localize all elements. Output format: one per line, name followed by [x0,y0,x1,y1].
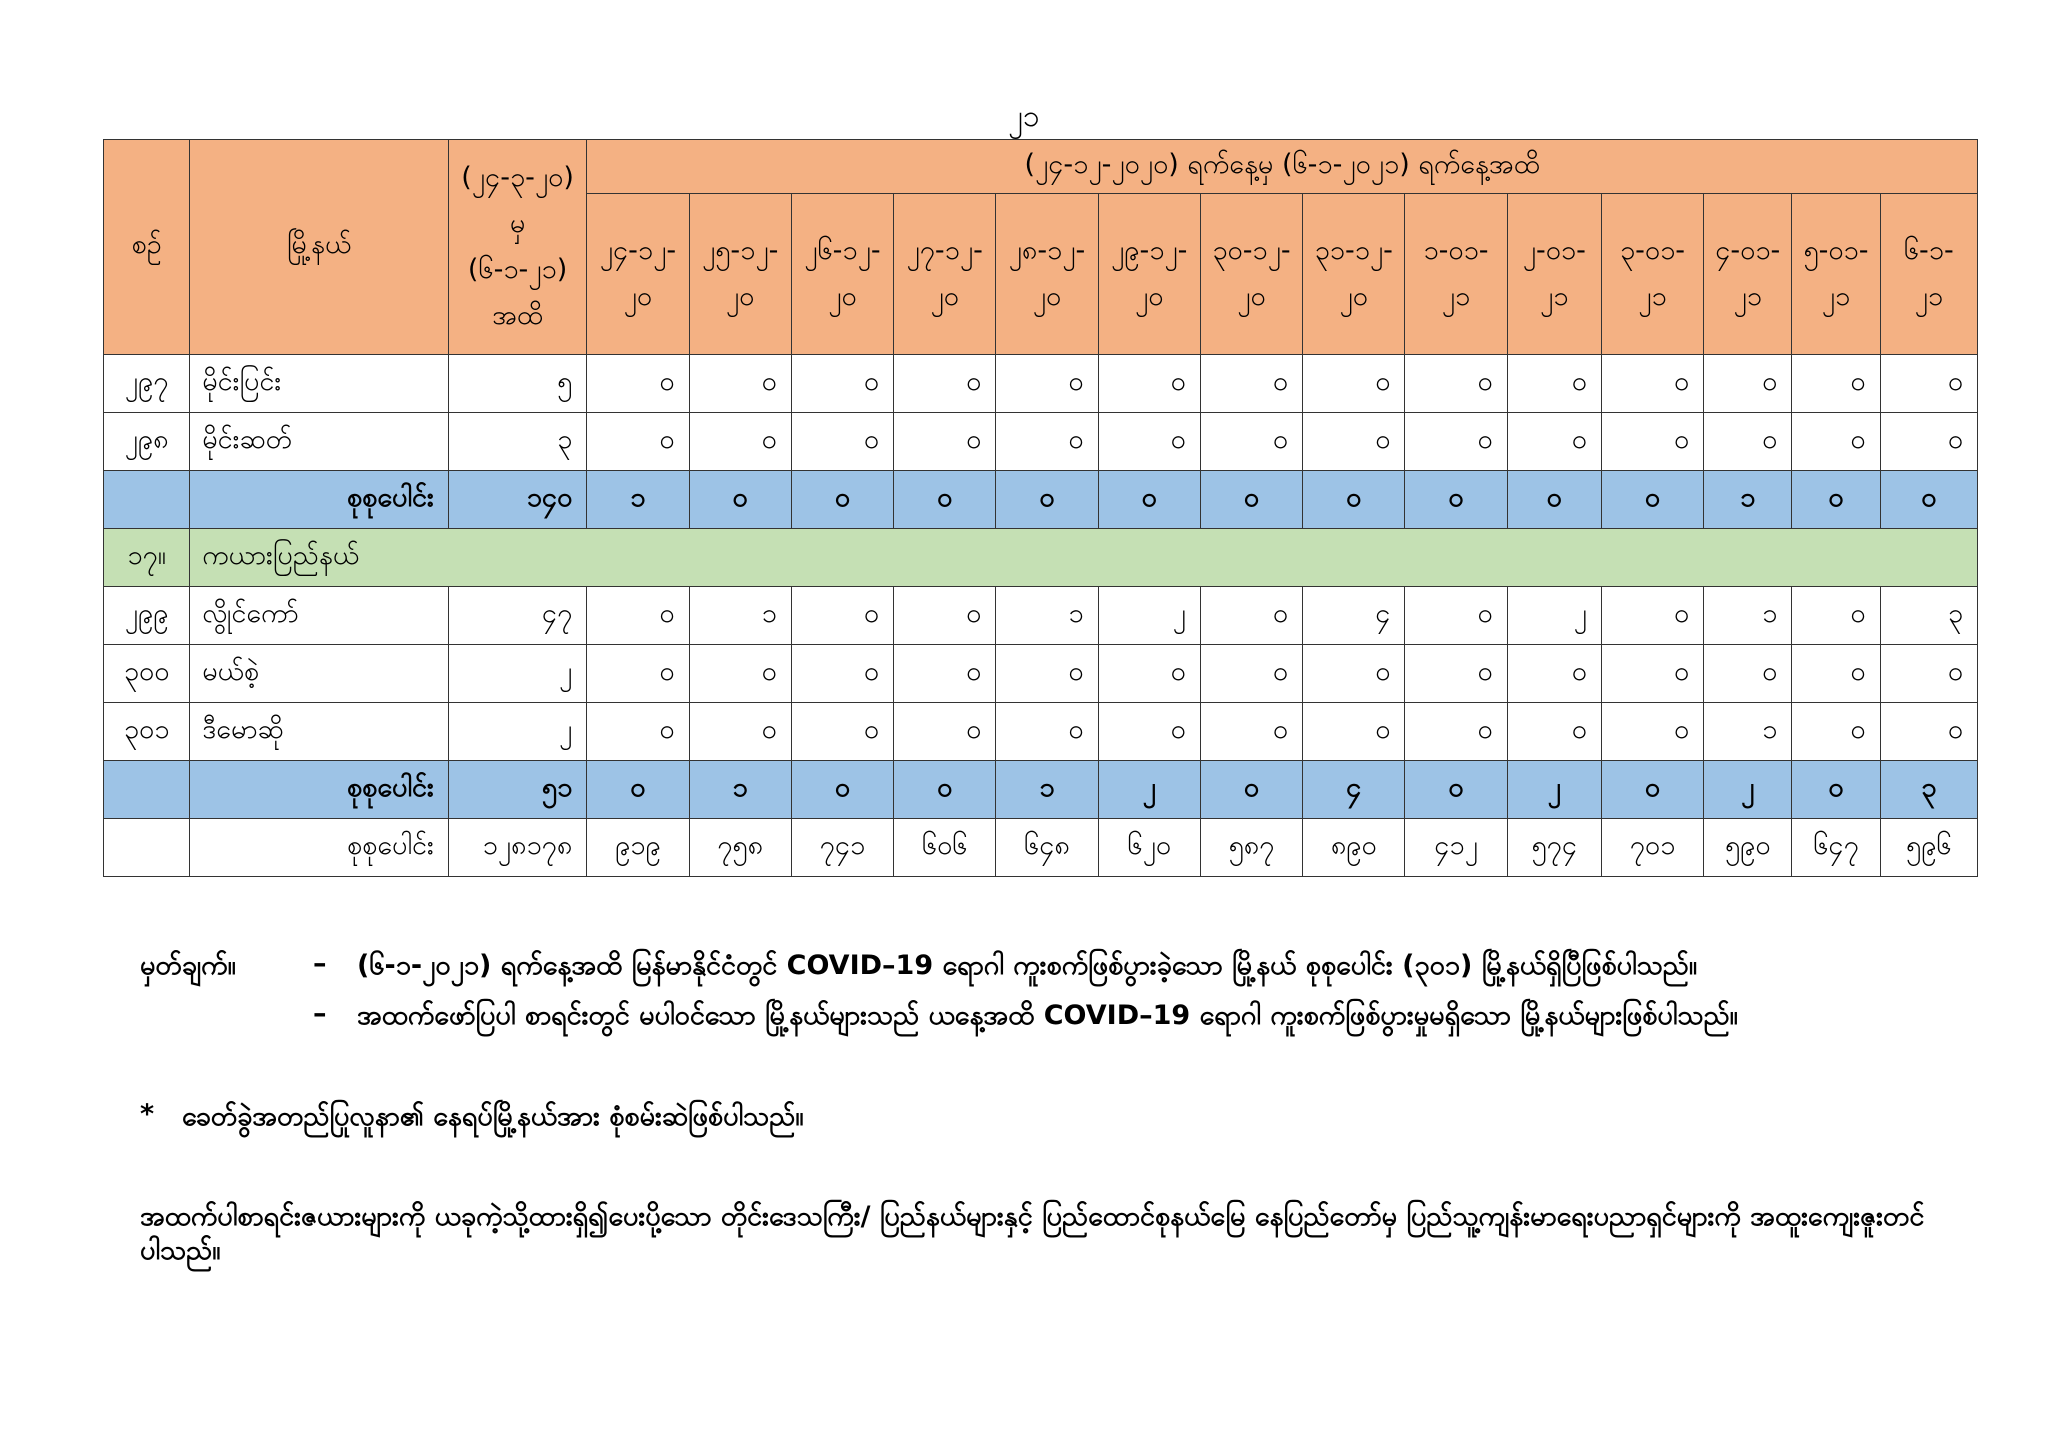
daily-count: ၃ [1880,761,1977,819]
daily-count: ၆၄၇ [1792,819,1880,877]
cumulative-total: ၄၇ [448,587,586,645]
acknowledgement: အထက်ပါစာရင်းဇယားများကို ယခုကဲ့သို့ထားရှိ၍ပေးပို့သော တိုင်းဒေသကြီး/ ပြည်နယ်များနှင့် ပြည်ထောင်စုနယ်မြေ နေပြည်တော်မှ ပြည်သူ့ကျန်းမာရေးပညာရှင်များကို အထူးကျေးဇူးတင်ပါသည်။ [140,1201,1925,1266]
township-name: မိုင်းပြင်း [190,355,449,413]
covid-township-table [103,139,1978,877]
daily-count: ၀ [689,355,791,413]
header-serial: စဉ် [104,140,190,355]
table-row [104,703,1978,761]
daily-count: ၀ [587,645,689,703]
header-date: ၂-၀၁- ၂၁ [1507,194,1601,355]
cumulative-total: ၂ [448,703,586,761]
daily-count: ၀ [1601,761,1703,819]
daily-count: ၀ [894,587,996,645]
daily-count: ၀ [1507,355,1601,413]
daily-count: ၀ [791,645,893,703]
total-label: စုစုပေါင်း [190,471,449,529]
header-date: ၃၀-၁၂- ၂၀ [1200,194,1302,355]
section-name: ကယားပြည်နယ် [190,529,1978,587]
daily-count: ၀ [791,355,893,413]
daily-count: ၁ [1704,471,1792,529]
daily-count: ၂ [1507,761,1601,819]
row-number: ၃၀၁ [104,703,190,761]
cumulative-total: ၃ [448,413,586,471]
daily-count: ၀ [791,761,893,819]
daily-count: ၀ [1601,471,1703,529]
table-row [104,587,1978,645]
daily-count: ၅၈၇ [1200,819,1302,877]
daily-count: ၀ [1792,355,1880,413]
township-name: ဒီမောဆို [190,703,449,761]
daily-count: ၀ [1880,645,1977,703]
header-date: ၃-၀၁- ၂၁ [1601,194,1703,355]
daily-count: ၀ [1792,471,1880,529]
header-date: ၂၄-၁၂- ၂၀ [587,194,689,355]
daily-count: ၀ [791,703,893,761]
daily-count: ၀ [1704,645,1792,703]
daily-count: ၀ [1303,645,1405,703]
daily-count: ၀ [1880,471,1977,529]
total-label: စုစုပေါင်း [190,819,449,877]
daily-count: ၀ [1200,413,1302,471]
daily-count: ၀ [1405,703,1507,761]
daily-count: ၀ [587,413,689,471]
daily-count: ၀ [791,413,893,471]
header-township: မြို့နယ် [190,140,449,355]
star-note-text: ခေတ်ခွဲအတည်ပြုလူနာ၏ နေရပ်မြို့နယ်အား စုံစမ်းဆဲဖြစ်ပါသည်။ [182,1101,804,1132]
total-label: စုစုပေါင်း [190,761,449,819]
header-date: ၂၆-၁၂- ၂၀ [791,194,893,355]
daily-count: ၀ [1704,355,1792,413]
daily-count: ၀ [1303,355,1405,413]
daily-count: ၄ [1303,761,1405,819]
daily-count: ၀ [587,355,689,413]
daily-count: ၀ [1704,413,1792,471]
header-date: ၂၉-၁၂- ၂၀ [1098,194,1200,355]
header-date: ၅-၀၁- ၂၁ [1792,194,1880,355]
cumulative-total: ၅ [448,355,586,413]
daily-count: ၀ [996,703,1098,761]
daily-count: ၀ [1405,355,1507,413]
header-date: ၄-၀၁- ၂၁ [1704,194,1792,355]
daily-count: ၂ [1098,587,1200,645]
section-row [104,529,1978,587]
daily-count: ၂ [1507,587,1601,645]
row-number: ၂၉၇ [104,355,190,413]
daily-count: ၀ [1303,703,1405,761]
daily-count: ၀ [894,413,996,471]
daily-count: ၈၉၀ [1303,819,1405,877]
daily-count: ၀ [1405,471,1507,529]
row-number-empty [104,471,190,529]
daily-count: ၀ [1303,413,1405,471]
star-mark: * [140,1099,155,1130]
daily-count: ၀ [1098,471,1200,529]
daily-count: ၀ [1098,645,1200,703]
daily-count: ၀ [1200,471,1302,529]
cumulative-total: ၁၂၈၁၇၈ [448,819,586,877]
daily-count: ၆၄၈ [996,819,1098,877]
daily-count: ၇၅၈ [689,819,791,877]
daily-count: ၀ [894,761,996,819]
daily-count: ၁ [996,587,1098,645]
daily-count: ၀ [1405,413,1507,471]
daily-count: ၀ [1601,703,1703,761]
township-name: လွိုင်ကော် [190,587,449,645]
daily-count: ၀ [1098,703,1200,761]
daily-count: ၀ [1792,761,1880,819]
daily-count: ၁ [689,587,791,645]
daily-count: ၅၉၀ [1704,819,1792,877]
daily-count: ၀ [1405,587,1507,645]
daily-count: ၂ [1098,761,1200,819]
daily-count: ၁ [996,761,1098,819]
note-dash-1: – [313,948,327,979]
daily-count: ၀ [689,471,791,529]
header-date: ၂၇-၁၂- ၂၀ [894,194,996,355]
subtotal-row [104,761,1978,819]
header-date: ၂၅-၁၂- ၂၀ [689,194,791,355]
daily-count: ၀ [1200,645,1302,703]
table-row [104,413,1978,471]
daily-count: ၀ [689,645,791,703]
daily-count: ၀ [996,355,1098,413]
daily-count: ၁ [587,471,689,529]
header-period-title: (၂၄-၁၂-၂၀၂၀) ရက်နေ့မှ (၆-၁-၂၀၂၁) ရက်နေ့အထိ [587,140,1978,194]
note-item-1: (၆-၁-၂၀၂၁) ရက်နေ့အထိ မြန်မာနိုင်ငံတွင် COVID–19 ရောဂါ ကူးစက်ဖြစ်ပွားခဲ့သော မြို့နယ် စုစုပေါင်း (၃၀၁) မြို့နယ်ရှိပြီဖြစ်ပါသည်။ [357,950,1698,981]
daily-count: ၀ [996,645,1098,703]
township-name: မိုင်းဆတ် [190,413,449,471]
daily-count: ၀ [1507,645,1601,703]
daily-count: ၀ [1507,703,1601,761]
daily-count: ၀ [587,587,689,645]
daily-count: ၀ [1200,703,1302,761]
header-cumulative: (၂၄-၃-၂၀) မှ (၆-၁-၂၁) အထိ [448,140,586,355]
daily-count: ၁ [1704,587,1792,645]
daily-count: ၀ [1405,645,1507,703]
daily-count: ၀ [1792,413,1880,471]
row-number-empty [104,819,190,877]
daily-count: ၆၀၆ [894,819,996,877]
daily-count: ၀ [587,761,689,819]
row-number: ၂၉၈ [104,413,190,471]
daily-count: ၁ [1704,703,1792,761]
daily-count: ၀ [791,587,893,645]
row-number-empty [104,761,190,819]
cumulative-total: ၂ [448,645,586,703]
daily-count: ၀ [1601,645,1703,703]
daily-count: ၀ [1507,471,1601,529]
daily-count: ၂ [1704,761,1792,819]
daily-count: ၀ [1601,587,1703,645]
note-dash-2: – [313,998,327,1029]
cumulative-total: ၅၁ [448,761,586,819]
daily-count: ၀ [689,703,791,761]
row-number: ၃၀၀ [104,645,190,703]
daily-count: ၀ [894,355,996,413]
daily-count: ၀ [1098,413,1200,471]
daily-count: ၀ [996,413,1098,471]
daily-count: ၀ [689,413,791,471]
daily-count: ၀ [1601,355,1703,413]
daily-count: ၀ [1405,761,1507,819]
daily-count: ၄၁၂ [1405,819,1507,877]
section-number: ၁၇။ [104,529,190,587]
daily-count: ၀ [1792,703,1880,761]
daily-count: ၀ [1098,355,1200,413]
header-date: ၆-၁- ၂၁ [1880,194,1977,355]
daily-count: ၇၀၁ [1601,819,1703,877]
table-row [104,645,1978,703]
daily-count: ၄ [1303,587,1405,645]
page-number: ၂၁ [1008,99,1040,134]
daily-count: ၀ [1880,355,1977,413]
daily-count: ၀ [1200,761,1302,819]
row-number: ၂၉၉ [104,587,190,645]
daily-count: ၀ [1792,587,1880,645]
subtotal-row [104,471,1978,529]
note-item-2: အထက်ဖော်ပြပါ စာရင်းတွင် မပါဝင်သော မြို့နယ်များသည် ယနေ့အထိ COVID–19 ရောဂါ ကူးစက်ဖြစ်ပွားမှုမရှိသော မြို့နယ်များဖြစ်ပါသည်။ [357,1000,1738,1031]
daily-count: ၁ [689,761,791,819]
header-date: ၃၁-၁၂- ၂၀ [1303,194,1405,355]
cumulative-total: ၁၄၀ [448,471,586,529]
daily-count: ၅၇၄ [1507,819,1601,877]
daily-count: ၀ [996,471,1098,529]
daily-count: ၀ [894,471,996,529]
daily-count: ၀ [894,645,996,703]
daily-count: ၀ [1303,471,1405,529]
daily-count: ၀ [894,703,996,761]
township-name: မယ်စဲ့ [190,645,449,703]
daily-count: ၀ [1601,413,1703,471]
daily-count: ၉၁၉ [587,819,689,877]
table-body [104,355,1978,877]
daily-count: ၀ [1507,413,1601,471]
header-date: ၁-၀၁- ၂၁ [1405,194,1507,355]
grand-total-row [104,819,1978,877]
table-row [104,355,1978,413]
daily-count: ၃ [1880,587,1977,645]
daily-count: ၀ [1880,413,1977,471]
daily-count: ၇၄၁ [791,819,893,877]
daily-count: ၀ [587,703,689,761]
header-date: ၂၈-၁၂- ၂၀ [996,194,1098,355]
daily-count: ၀ [1792,645,1880,703]
daily-count: ၀ [1200,355,1302,413]
daily-count: ၀ [1200,587,1302,645]
daily-count: ၆၂၀ [1098,819,1200,877]
notes-label: မှတ်ချက်။ [140,950,236,981]
daily-count: ၀ [791,471,893,529]
daily-count: ၀ [1880,703,1977,761]
daily-count: ၅၉၆ [1880,819,1977,877]
